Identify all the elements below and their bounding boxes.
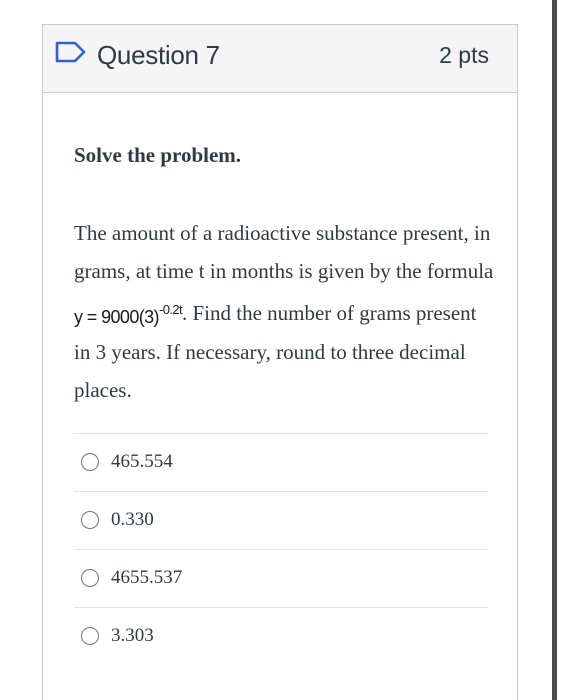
question-header <box>43 25 517 93</box>
answer-option[interactable] <box>74 433 488 491</box>
page-edge-divider <box>552 0 557 700</box>
radio-button[interactable] <box>81 453 99 471</box>
answer-option[interactable] <box>74 607 488 665</box>
radio-button[interactable] <box>81 569 99 587</box>
answer-label[interactable]: 3.303 <box>111 625 154 646</box>
question-title: Question 7 <box>97 40 220 70</box>
formula-exponent: -0.2t <box>158 302 182 317</box>
answer-label[interactable]: 465.554 <box>111 451 173 472</box>
formula-base: y = 9000(3) <box>74 307 159 327</box>
question-card <box>42 24 518 700</box>
answer-option[interactable] <box>74 549 488 607</box>
answer-label[interactable]: 4655.537 <box>111 567 183 588</box>
question-instruction: Solve the problem. <box>74 143 242 167</box>
answer-option[interactable] <box>74 491 488 549</box>
question-text-part-1: The amount of a radioactive substance present, in grams, at time t in months is given by the formula <box>74 221 494 283</box>
answer-label[interactable]: 0.330 <box>111 509 154 530</box>
radio-button[interactable] <box>81 627 99 645</box>
question-points: 2 pts <box>439 42 489 68</box>
question-text-part-2: . Find the number of grams present in 3 years. If necessary, round to three decimal places. <box>74 301 477 402</box>
formula <box>74 302 182 327</box>
answer-list <box>74 433 488 665</box>
flag-question-icon[interactable] <box>55 41 87 63</box>
radio-button[interactable] <box>81 511 99 529</box>
question-text <box>74 214 494 409</box>
